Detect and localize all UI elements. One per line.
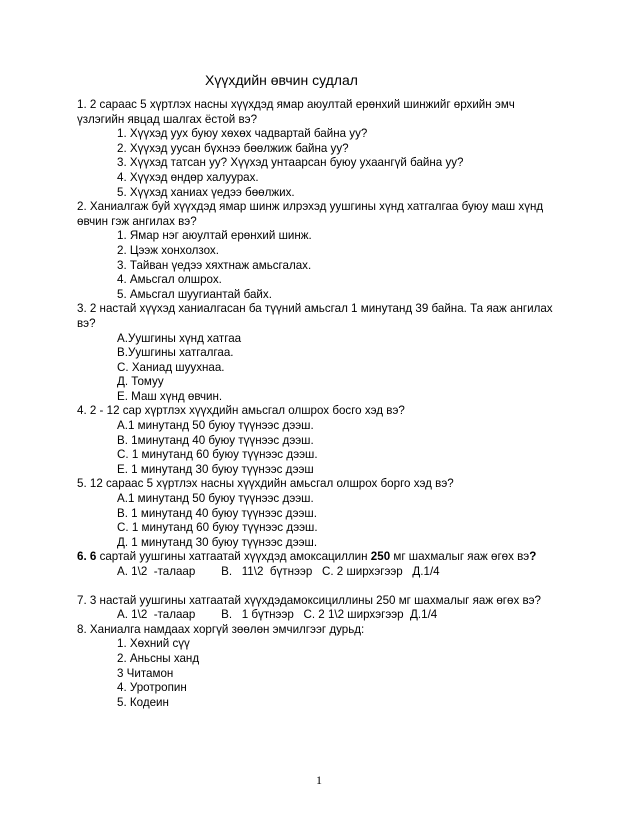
option: 1. Хөхний сүү bbox=[117, 637, 190, 651]
option: Д. 1 минутанд 30 буюу түүнээс дээш. bbox=[117, 535, 318, 549]
question-2: 2. Ханиалгаж буй хүүхдэд ямар шинж илрэхэд уушгины хүнд хатгалгаа буюу маш хүнд өвчин гэж ангилах вэ? bbox=[77, 200, 544, 228]
option: 4. Уротропин bbox=[117, 681, 187, 695]
option: А.1 минутанд 50 буюу түүнээс дээш. bbox=[117, 492, 314, 506]
document-title: Хүүхдийн өвчин судлал bbox=[205, 72, 358, 88]
question-7-options: А. 1\2 -талаар В. 1 бүтнээр С. 2 1\2 ширхэгээр Д.1/4 bbox=[117, 608, 438, 622]
option: 3. Тайван үедээ хяхтнаж амьсгалах. bbox=[117, 258, 312, 272]
question-6-text-a: сартай уушгины хатгаатай хүүхдэд амоксациллин bbox=[96, 550, 371, 564]
questions-content bbox=[77, 98, 562, 710]
question-3: 3. 2 настай хүүхэд ханиалгасан ба түүний амьсгал 1 минутанд 39 байна. Та яаж ангилах вэ? bbox=[77, 302, 553, 330]
option: 2. Аньсны ханд bbox=[117, 651, 200, 665]
spacer bbox=[77, 580, 562, 594]
option: В. 1 минутанд 40 буюу түүнээс дээш. bbox=[117, 506, 317, 520]
option: А.1 минутанд 50 буюу түүнээс дээш. bbox=[117, 419, 314, 433]
question-6-qmark: ? bbox=[529, 550, 537, 564]
option: С. Ханиад шуухнаа. bbox=[117, 360, 225, 374]
option: 1. Хүүхэд уух буюу хөхөх чадвартай байна уу? bbox=[117, 127, 368, 141]
option: Д. Томуу bbox=[117, 375, 164, 389]
question-5-options bbox=[117, 492, 562, 550]
question-4: 4. 2 - 12 сар хүртлэх хүүхдийн амьсгал олшрох босго хэд вэ? bbox=[77, 404, 405, 418]
option: Е. 1 минутанд 30 буюу түүнээс дээш bbox=[117, 462, 314, 476]
question-6 bbox=[77, 550, 562, 565]
page-number: 1 bbox=[316, 773, 322, 787]
option: 4. Амьсгал олшрох. bbox=[117, 273, 222, 287]
question-6-dose: 250 bbox=[370, 550, 391, 564]
question-1-options bbox=[117, 127, 562, 200]
option: А.Уушгины хүнд хатгаа bbox=[117, 331, 242, 345]
question-6-options: А. 1\2 -талаар В. 11\2 бүтнээр С. 2 ширхэгээр Д.1/4 bbox=[117, 565, 440, 578]
question-6-text-b: мг шахмалыг яаж өгөх вэ bbox=[390, 550, 530, 564]
question-8: 8. Ханиалга намдаах хоргүй зөөлөн эмчилгээг дурьд: bbox=[77, 622, 365, 636]
question-6-number: 6. 6 bbox=[77, 550, 97, 564]
option: 3. Хүүхэд татсан уу? Хүүхэд унтаарсан буюу ухаангүй байна уу? bbox=[117, 156, 464, 170]
question-1: 1. 2 сараас 5 хүртлэх насны хүүхдэд ямар аюултай ерөнхий шинжийг өрхийн эмч үзлэгийн явцад шалгах ёстой вэ? bbox=[77, 98, 515, 126]
option: 5. Кодеин bbox=[117, 695, 169, 709]
option: 2. Цээж хонхолзох. bbox=[117, 243, 219, 257]
option: В. 1минутанд 40 буюу түүнээс дээш. bbox=[117, 433, 314, 447]
option: 4. Хүүхэд өндөр халуурах. bbox=[117, 170, 259, 184]
option: С. 1 минутанд 60 буюу түүнээс дээш. bbox=[117, 521, 318, 535]
question-4-options bbox=[117, 419, 562, 477]
option: С. 1 минутанд 60 буюу түүнээс дээш. bbox=[117, 448, 318, 462]
option: 5. Хүүхэд ханиах үедээ бөөлжих. bbox=[117, 185, 295, 199]
option: 3 Читамон bbox=[117, 666, 174, 680]
question-2-options bbox=[117, 229, 562, 302]
question-3-options bbox=[117, 332, 562, 405]
question-7: 7. 3 настай уушгины хатгаатай хүүхдэдамоксициллины 250 мг шахмалыг яаж өгөх вэ? bbox=[77, 593, 541, 607]
question-8-options bbox=[117, 637, 562, 710]
option: 5. Амьсгал шуугиантай байх. bbox=[117, 287, 272, 301]
option: В.Уушгины хатгалгаа. bbox=[117, 346, 234, 360]
option: 2. Хүүхэд уусан бүхнээ бөөлжиж байна уу? bbox=[117, 141, 349, 155]
question-5: 5. 12 сараас 5 хүртлэх насны хүүхдийн амьсгал олшрох борго хэд вэ? bbox=[77, 477, 454, 491]
option: Е. Маш хүнд өвчин. bbox=[117, 389, 223, 403]
option: 1. Ямар нэг аюултай ерөнхий шинж. bbox=[117, 229, 312, 243]
